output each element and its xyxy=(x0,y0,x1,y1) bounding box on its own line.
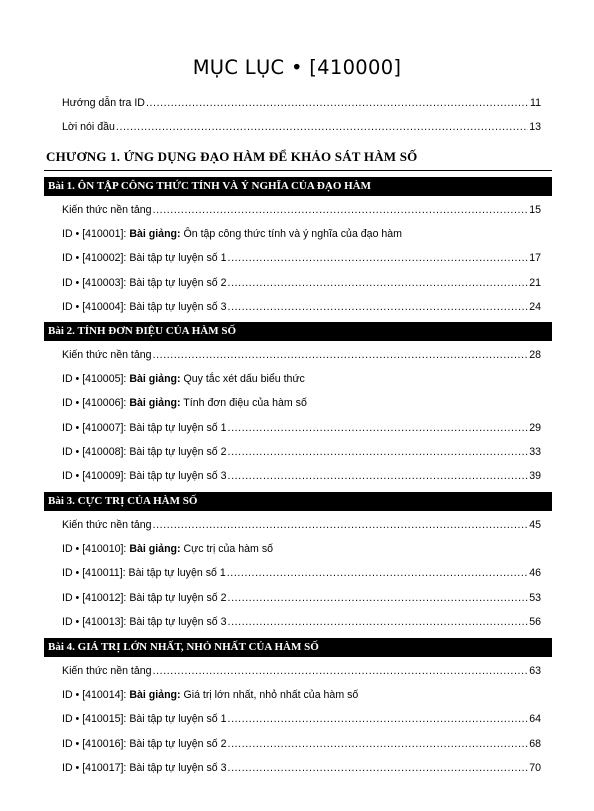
toc-entry[interactable] xyxy=(62,469,541,483)
entry-id: ID • [410002]: xyxy=(62,252,130,265)
entry-page: 17 xyxy=(529,252,541,265)
lesson-heading-3[interactable]: Bài 3. CỰC TRỊ CỦA HÀM SỐ xyxy=(44,492,552,511)
dot-leader xyxy=(228,737,529,751)
entry-text: Bài tập tự luyện số 3 xyxy=(129,761,227,774)
entry-id: ID • [410014]: xyxy=(62,689,130,702)
entry-id: ID • [410007]: xyxy=(62,421,130,434)
entry-id: ID • [410015]: xyxy=(62,713,130,726)
entry-text: Bài tập tự luyện số 1 xyxy=(128,567,226,580)
entry-text: Quy tắc xét dấu biểu thức xyxy=(180,373,305,386)
entry-text: Bài tập tự luyện số 2 xyxy=(129,591,227,604)
entry-page: 64 xyxy=(529,713,541,726)
entry-page: 33 xyxy=(529,445,541,458)
toc-entry[interactable] xyxy=(62,203,541,217)
lesson-heading-1[interactable]: Bài 1. ÔN TẬP CÔNG THỨC TÍNH VÀ Ý NGHĨA CỦA ĐẠO HÀM xyxy=(44,177,552,196)
entry-title xyxy=(62,591,227,605)
toc-entry[interactable] xyxy=(62,518,541,532)
entry-page: 53 xyxy=(529,591,541,604)
dot-leader xyxy=(228,421,529,435)
entry-page: 46 xyxy=(529,567,541,580)
lecture-label: Bài giảng: xyxy=(129,689,181,702)
toc-entry[interactable] xyxy=(62,615,541,629)
entry-text: Bài tập tự luyện số 3 xyxy=(129,300,227,313)
dot-leader xyxy=(153,664,529,678)
page-title: MỤC LỤC • [410000] xyxy=(192,56,402,79)
toc-entry[interactable] xyxy=(62,761,541,775)
dot-leader xyxy=(228,276,529,290)
lecture-label: Bài giảng: xyxy=(129,373,181,386)
entry-title xyxy=(62,421,227,435)
entry-text: Bài tập tự luyện số 2 xyxy=(129,737,227,750)
entry-page: 15 xyxy=(529,204,541,216)
entry-title: Lời nói đầu xyxy=(62,121,115,133)
dot-leader xyxy=(227,566,528,580)
entry-page: 56 xyxy=(529,615,541,628)
entry-text: Bài tập tự luyện số 2 xyxy=(129,276,227,289)
toc-entry[interactable] xyxy=(62,372,541,386)
dot-leader xyxy=(228,469,529,483)
toc-entry-guide[interactable] xyxy=(62,96,541,110)
dot-leader xyxy=(228,445,529,459)
entry-title xyxy=(62,372,305,386)
entry-title xyxy=(62,518,152,532)
dot-leader xyxy=(146,96,529,110)
dot-leader xyxy=(153,518,529,532)
entry-title xyxy=(62,761,227,775)
entry-id: ID • [410006]: xyxy=(62,397,130,410)
dot-leader xyxy=(116,120,528,134)
entry-id: ID • [410016]: xyxy=(62,737,130,750)
entry-title xyxy=(62,300,227,314)
dot-leader xyxy=(228,251,529,265)
entry-id: Kiến thức nền tảng xyxy=(62,665,152,677)
dot-leader xyxy=(153,203,529,217)
dot-leader xyxy=(228,761,529,775)
entry-title xyxy=(62,469,227,483)
toc-entry[interactable] xyxy=(62,396,541,410)
entry-id: ID • [410005]: xyxy=(62,373,130,386)
entry-title xyxy=(62,348,152,362)
chapter-heading[interactable]: CHƯƠNG 1. ỨNG DỤNG ĐẠO HÀM ĐỂ KHẢO SÁT HÀM SỐ xyxy=(46,149,418,164)
entry-id: Kiến thức nền tảng xyxy=(62,204,152,216)
entry-title xyxy=(62,542,273,556)
toc-entry[interactable] xyxy=(62,566,541,580)
entry-title xyxy=(62,203,152,217)
entry-text: Ôn tập công thức tính và ý nghĩa của đạo hàm xyxy=(180,228,403,241)
dot-leader xyxy=(228,615,529,629)
entry-title xyxy=(62,276,227,290)
toc-entry-preface[interactable] xyxy=(62,120,541,134)
entry-id: ID • [410011]: xyxy=(62,567,129,580)
entry-page: 24 xyxy=(529,300,541,313)
toc-entry[interactable] xyxy=(62,591,541,605)
toc-entry[interactable] xyxy=(62,300,541,314)
entry-id: ID • [410004]: xyxy=(62,300,130,313)
entry-title xyxy=(62,445,227,459)
lecture-label: Bài giảng: xyxy=(129,543,181,556)
entry-title xyxy=(62,566,226,580)
entry-page: 70 xyxy=(529,761,541,774)
dot-leader xyxy=(228,591,529,605)
lecture-label: Bài giảng: xyxy=(129,397,181,410)
toc-entry[interactable] xyxy=(62,664,541,678)
toc-entry[interactable] xyxy=(62,542,541,556)
lecture-label: Bài giảng: xyxy=(129,228,181,241)
entry-title xyxy=(62,737,227,751)
entry-title xyxy=(62,396,307,410)
dot-leader xyxy=(153,348,529,362)
entry-id: ID • [410010]: xyxy=(62,543,130,556)
toc-entry[interactable] xyxy=(62,712,541,726)
toc-entry[interactable] xyxy=(62,737,541,751)
entry-page: 13 xyxy=(529,121,541,133)
chapter-divider xyxy=(44,170,552,171)
entry-id: ID • [410012]: xyxy=(62,591,130,604)
entry-id: ID • [410001]: xyxy=(62,228,130,241)
toc-entry[interactable] xyxy=(62,251,541,265)
toc-entry[interactable] xyxy=(62,688,541,702)
entry-text: Bài tập tự luyện số 1 xyxy=(129,713,227,726)
entry-text: Tính đơn điệu của hàm số xyxy=(180,397,307,410)
toc-entry[interactable] xyxy=(62,348,541,362)
entry-page: 39 xyxy=(529,470,541,482)
toc-entry[interactable] xyxy=(62,276,541,290)
entry-title xyxy=(62,688,358,702)
entry-id: ID • [410013]: xyxy=(62,615,130,628)
entry-title xyxy=(62,615,227,629)
entry-id: Kiến thức nền tảng xyxy=(62,349,152,361)
entry-page: 28 xyxy=(529,349,541,361)
entry-page: 45 xyxy=(529,519,541,531)
entry-title xyxy=(62,227,402,241)
entry-text: Giá trị lớn nhất, nhỏ nhất của hàm số xyxy=(180,689,359,702)
entry-id: ID • [410009]: xyxy=(62,470,130,482)
lesson-heading-2[interactable]: Bài 2. TÍNH ĐƠN ĐIỆU CỦA HÀM SỐ xyxy=(44,322,552,341)
entry-page: 63 xyxy=(529,665,541,677)
lesson-heading-4[interactable]: Bài 4. GIÁ TRỊ LỚN NHẤT, NHỎ NHẤT CỦA HÀM SỐ xyxy=(44,638,552,657)
toc-entry[interactable] xyxy=(62,227,541,241)
toc-entry[interactable] xyxy=(62,421,541,435)
entry-text: Bài tập tự luyện số 2 xyxy=(129,445,227,458)
entry-title: Hướng dẫn tra ID xyxy=(62,97,145,109)
entry-id: ID • [410003]: xyxy=(62,276,130,289)
entry-id: Kiến thức nền tảng xyxy=(62,519,152,531)
entry-text: Bài tập tự luyện số 1 xyxy=(129,252,227,265)
entry-id: ID • [410017]: xyxy=(62,761,130,774)
entry-page: 11 xyxy=(530,97,541,109)
entry-title xyxy=(62,664,152,678)
entry-title xyxy=(62,251,227,265)
entry-text: Cực trị của hàm số xyxy=(180,543,274,556)
dot-leader xyxy=(228,300,529,314)
dot-leader xyxy=(228,712,529,726)
entry-title xyxy=(62,712,227,726)
entry-text: Bài tập tự luyện số 3 xyxy=(129,615,227,628)
entry-page: 29 xyxy=(529,421,541,434)
entry-page: 21 xyxy=(529,276,541,289)
entry-page: 68 xyxy=(529,737,541,750)
entry-text: Bài tập tự luyện số 1 xyxy=(129,421,227,434)
entry-text: Bài tập tự luyện số 3 xyxy=(129,470,227,482)
entry-id: ID • [410008]: xyxy=(62,445,130,458)
toc-entry[interactable] xyxy=(62,445,541,459)
